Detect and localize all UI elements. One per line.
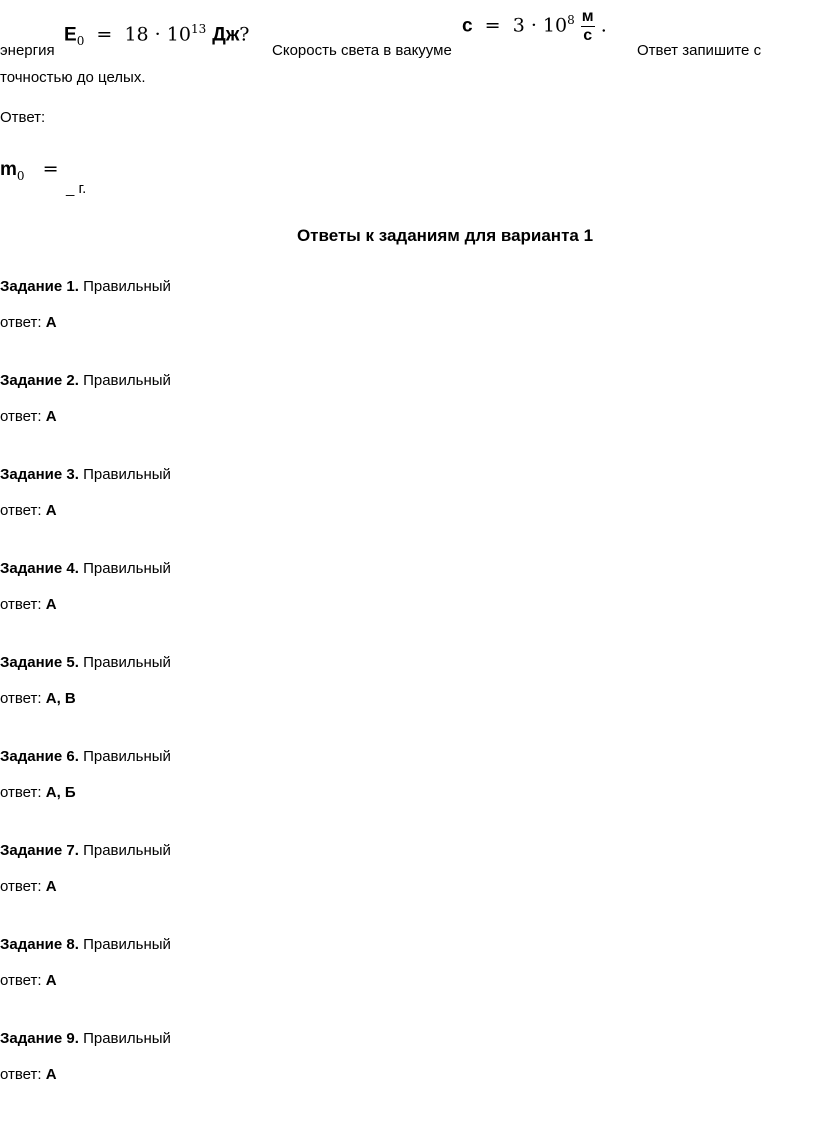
answer-word: ответ: bbox=[0, 878, 42, 895]
answer-item-task bbox=[0, 936, 171, 953]
answer-item-task bbox=[0, 560, 171, 577]
c-dot: · bbox=[530, 14, 537, 37]
correct-word: Правильный bbox=[83, 372, 171, 389]
answer-instruction-2: точностью до целых. bbox=[0, 69, 146, 86]
answer-word: ответ: bbox=[0, 1066, 42, 1083]
c-unit-numerator: м bbox=[581, 8, 594, 25]
answer-item-value bbox=[0, 408, 57, 425]
correct-word: Правильный bbox=[83, 560, 171, 577]
answer-item-task bbox=[0, 278, 171, 295]
energy-label: энергия bbox=[0, 42, 55, 59]
m0-formula bbox=[0, 158, 59, 183]
correct-word: Правильный bbox=[83, 278, 171, 295]
answer-item-task bbox=[0, 372, 171, 389]
task-number: Задание 7. bbox=[0, 842, 79, 859]
c-base: 10 bbox=[542, 14, 568, 37]
task-number: Задание 3. bbox=[0, 466, 79, 483]
answer-value: А bbox=[45, 314, 57, 331]
e0-symbol: E bbox=[64, 24, 77, 46]
answer-word: ответ: bbox=[0, 690, 42, 707]
task-number: Задание 9. bbox=[0, 1030, 79, 1047]
correct-word: Правильный bbox=[83, 842, 171, 859]
correct-word: Правильный bbox=[83, 654, 171, 671]
answer-item-task bbox=[0, 842, 171, 859]
answer-word: ответ: bbox=[0, 408, 42, 425]
m0-blank: _ г. bbox=[66, 180, 87, 197]
correct-word: Правильный bbox=[83, 466, 171, 483]
answer-value: А bbox=[45, 972, 57, 989]
speed-of-light-text: Скорость света в вакууме bbox=[272, 42, 452, 59]
answer-value: А bbox=[45, 408, 57, 425]
e0-question: ? bbox=[239, 23, 250, 46]
answer-value: А bbox=[45, 502, 57, 519]
task-number: Задание 1. bbox=[0, 278, 79, 295]
answer-item-value bbox=[0, 878, 57, 895]
answers-title: Ответы к заданиям для варианта 1 bbox=[296, 226, 594, 245]
e0-base: 10 bbox=[166, 23, 191, 46]
answer-item-value bbox=[0, 596, 57, 613]
answer-item-task bbox=[0, 466, 171, 483]
energy-formula bbox=[64, 22, 249, 48]
answer-label: Ответ: bbox=[0, 109, 46, 126]
answer-value: А, В bbox=[45, 690, 76, 707]
correct-word: Правильный bbox=[83, 1030, 171, 1047]
answer-item-task bbox=[0, 748, 171, 765]
answer-item-value bbox=[0, 690, 76, 707]
m0-subscript: 0 bbox=[16, 168, 25, 183]
answer-item-task bbox=[0, 1030, 171, 1047]
answer-word: ответ: bbox=[0, 784, 42, 801]
c-period: . bbox=[600, 14, 607, 37]
answer-item-value bbox=[0, 972, 57, 989]
answer-item-value bbox=[0, 784, 76, 801]
answer-value: А bbox=[45, 596, 57, 613]
e0-subscript: 0 bbox=[76, 34, 85, 49]
task-number: Задание 5. bbox=[0, 654, 79, 671]
answer-value: А, Б bbox=[45, 784, 76, 801]
answer-value: А bbox=[45, 878, 57, 895]
c-exponent: 8 bbox=[567, 13, 575, 28]
correct-word: Правильный bbox=[83, 748, 171, 765]
answer-item-value bbox=[0, 314, 57, 331]
e0-equals: = bbox=[96, 23, 113, 46]
m0-equals: = bbox=[42, 158, 59, 180]
c-mantissa: 3 bbox=[512, 14, 525, 37]
e0-exponent: 13 bbox=[190, 22, 207, 36]
task-number: Задание 8. bbox=[0, 936, 79, 953]
answer-word: ответ: bbox=[0, 502, 42, 519]
e0-unit: Дж bbox=[212, 24, 240, 46]
task-number: Задание 4. bbox=[0, 560, 79, 577]
c-unit-fraction bbox=[581, 8, 595, 45]
task-number: Задание 2. bbox=[0, 372, 79, 389]
task-number: Задание 6. bbox=[0, 748, 79, 765]
e0-mantissa: 18 bbox=[124, 23, 149, 46]
answer-instruction-1: Ответ запишите с bbox=[637, 42, 762, 59]
answer-word: ответ: bbox=[0, 596, 42, 613]
c-symbol: c bbox=[462, 15, 473, 37]
c-unit-denominator: с bbox=[583, 27, 593, 44]
answer-item-value bbox=[0, 502, 57, 519]
answer-value: А bbox=[45, 1066, 57, 1083]
c-equals: = bbox=[484, 14, 501, 37]
answer-item-value bbox=[0, 1066, 57, 1083]
answer-item-task bbox=[0, 654, 171, 671]
e0-dot: · bbox=[154, 23, 161, 46]
m0-symbol: m bbox=[0, 159, 17, 180]
answer-word: ответ: bbox=[0, 314, 42, 331]
answer-word: ответ: bbox=[0, 972, 42, 989]
speed-formula bbox=[462, 8, 607, 45]
correct-word: Правильный bbox=[83, 936, 171, 953]
